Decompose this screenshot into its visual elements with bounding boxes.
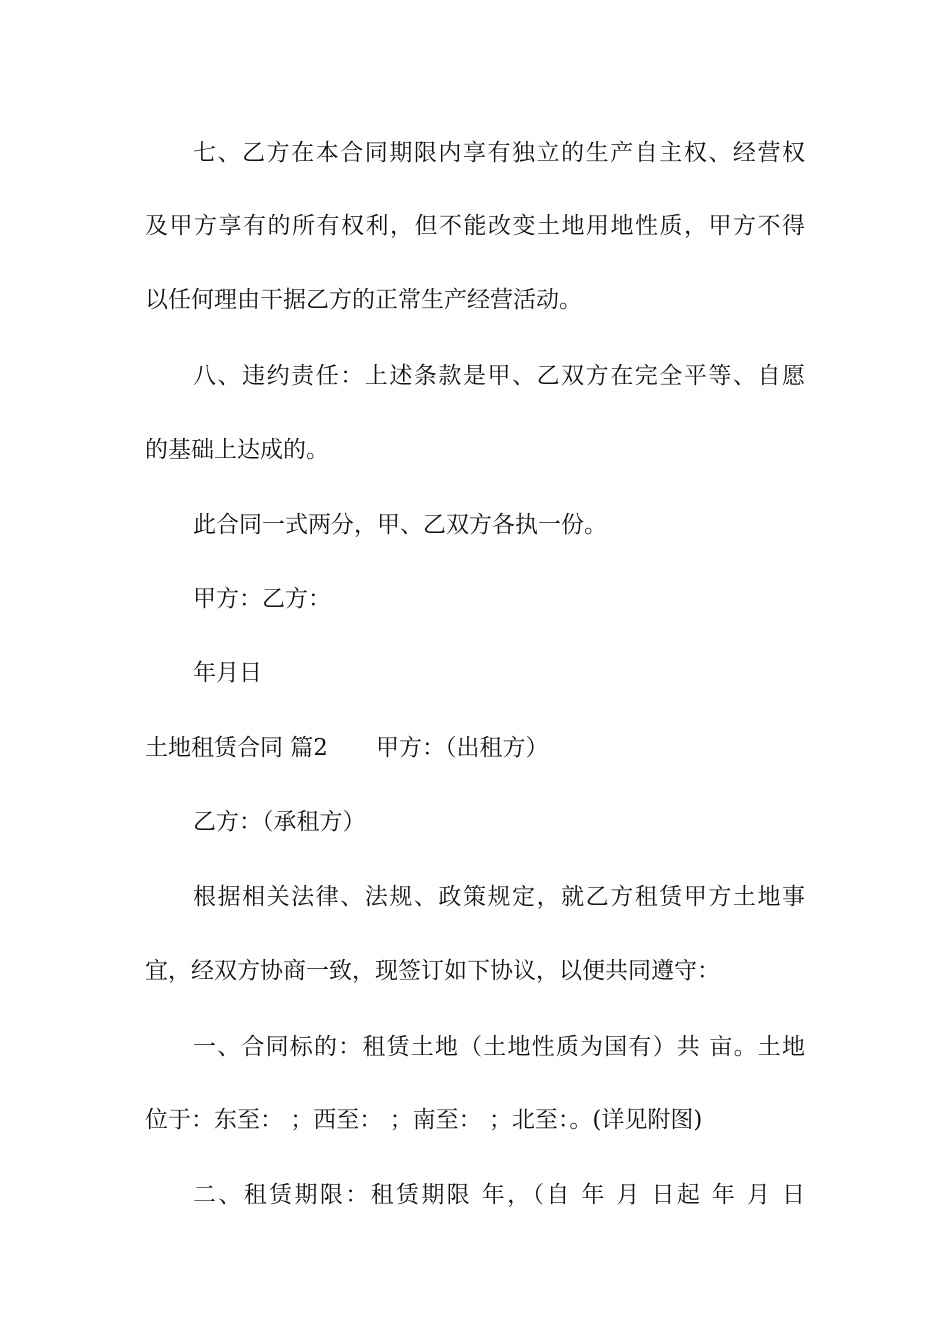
paragraph-line: 此合同一式两分，甲、乙双方各执一份。 bbox=[193, 512, 607, 538]
section-heading-line bbox=[145, 733, 548, 763]
paragraph-line: 根据相关法律、法规、政策规定，就乙方租赁甲方土地事 bbox=[193, 884, 805, 910]
signature-line: 甲方：乙方： bbox=[193, 586, 331, 612]
paragraph-line: 宜，经双方协商一致，现签订如下协议，以便共同遵守： bbox=[145, 958, 720, 984]
date-line: 年月日 bbox=[193, 660, 262, 686]
paragraph-line: 及甲方享有的所有权利，但不能改变土地用地性质，甲方不得 bbox=[145, 213, 805, 239]
party-a-label: 甲方：（出租方） bbox=[375, 735, 549, 761]
paragraph-line: 以任何理由干据乙方的正常生产经营活动。 bbox=[145, 287, 582, 313]
section-title: 土地租赁合同 篇2 bbox=[145, 735, 328, 761]
paragraph-line: 一、合同标的：租赁土地（土地性质为国有）共 亩。土地 bbox=[193, 1034, 805, 1060]
paragraph-line: 位于：东至： ；西至： ；南至： ；北至：。(详见附图) bbox=[145, 1107, 703, 1133]
paragraph-line: 八、违约责任：上述条款是甲、乙双方在完全平等、自愿 bbox=[193, 363, 805, 389]
paragraph-line: 七、乙方在本合同期限内享有独立的生产自主权、经营权 bbox=[193, 140, 805, 166]
paragraph-line: 的基础上达成的。 bbox=[145, 437, 329, 463]
paragraph-line: 二、租赁期限：租赁期限 年，（自 年 月 日起 年 月 日 bbox=[193, 1182, 805, 1208]
party-b-line: 乙方：（承租方） bbox=[193, 809, 366, 835]
